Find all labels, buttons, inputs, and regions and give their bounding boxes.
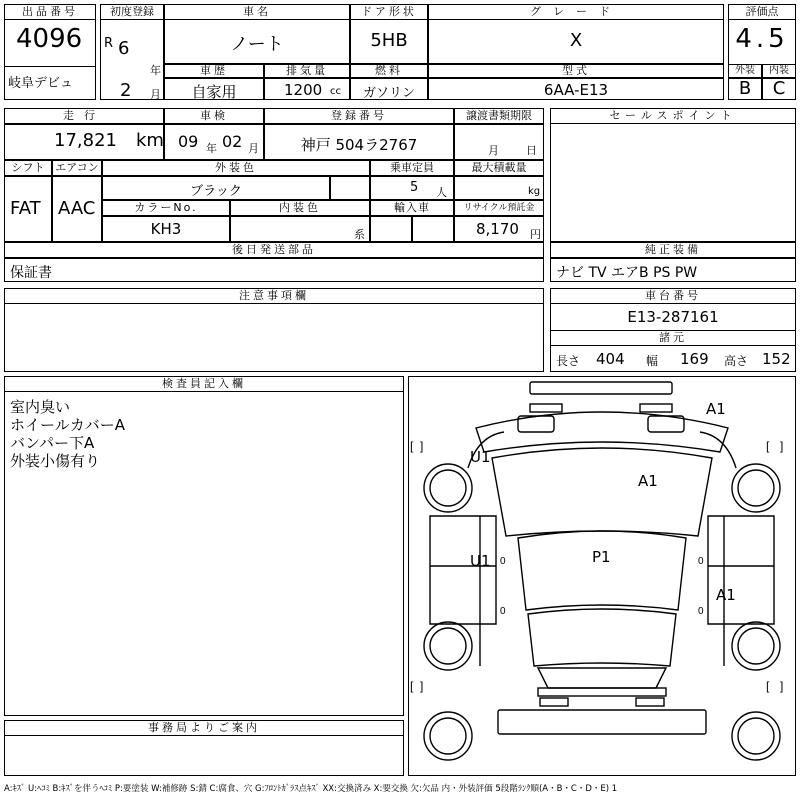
transfer-day: 日 [526, 144, 537, 157]
maxload-unit: kg [528, 186, 541, 197]
chassis-header: 車台番号 [550, 288, 796, 304]
insp-year: 09 [178, 132, 199, 151]
insp-month-unit: 月 [248, 142, 259, 155]
hgt-label: 高さ [724, 354, 749, 368]
inspector-header: 検査員記入欄 [4, 376, 404, 392]
insp-year-unit: 年 [206, 142, 217, 155]
mark-roof-side: A1 [638, 472, 658, 490]
later-header: 後日発送部品 [4, 242, 544, 258]
capacity-value: 5 [410, 180, 419, 195]
recycle-value: 8,170 [476, 220, 519, 238]
mark-front-left: U1 [470, 448, 491, 466]
hgt-value: 152 [762, 350, 791, 368]
reg-year: 6 [118, 38, 130, 59]
inspector-note: 外装小傷有り [10, 452, 101, 470]
insp-header: 車検 [164, 108, 264, 124]
svg-text:0: 0 [500, 556, 506, 567]
color-value: ブラック [190, 184, 242, 199]
svg-text:0: 0 [698, 606, 704, 617]
ext-header: 外装 [728, 64, 762, 78]
import-cell-b [412, 216, 454, 242]
door-value: 5HB [370, 30, 408, 51]
reg-number: 神戸 504ラ2767 [300, 136, 418, 154]
maxload-header: 最大積載量 [454, 160, 544, 176]
shift-value: FAT [10, 198, 41, 219]
grade-value: X [569, 30, 583, 51]
mileage-value: 17,821 [54, 130, 117, 151]
notes-header: 注意事項欄 [4, 288, 544, 304]
lot-header: 出品番号 [4, 4, 96, 20]
reg-month: 2 [120, 80, 132, 101]
color-header: 外装色 [102, 160, 370, 176]
intcolor-header: 内装色 [230, 200, 370, 216]
inspector-note: バンパー下A [10, 434, 95, 452]
history-value: 自家用 [191, 83, 237, 101]
equip-header: 純正装備 [550, 242, 796, 258]
specs-header: 諸元 [550, 330, 796, 346]
mileage-unit: km [136, 130, 164, 151]
svg-text:0: 0 [500, 606, 506, 617]
int-grade: C [772, 78, 786, 99]
car-name: ノート [230, 34, 284, 55]
len-label: 長さ [556, 354, 581, 368]
inspector-note: 室内臭い [10, 398, 71, 416]
aircon-header: エアコン [52, 160, 102, 176]
mark-roof: P1 [592, 548, 611, 566]
score-header: 評価点 [728, 4, 796, 20]
int-header: 内装 [762, 64, 796, 78]
svg-text:[: [ [410, 439, 414, 453]
capacity-unit: 人 [436, 186, 447, 199]
svg-text:[: [ [410, 679, 414, 693]
svg-text:]: ] [420, 439, 424, 453]
svg-text:[: [ [766, 679, 770, 693]
sales-box [550, 108, 796, 242]
reg-era: R [104, 36, 114, 51]
debut-label: 岐阜デビュ [8, 76, 74, 91]
import-cell-a [370, 216, 412, 242]
reg-month-unit: 月 [150, 88, 161, 101]
len-value: 404 [596, 350, 625, 368]
door-header: ドア形状 [350, 4, 428, 20]
legend-text: A:ｷｽﾞ U:ﾍｺﾐ B:ｷｽﾞを伴うﾍｺﾐ P:要塗装 W:補修跡 S:錆 C:腐食、穴 G:ﾌﾛﾝﾄｶﾞﾗｽ点ｷｽﾞ XX:交換済み X:要交換 欠:欠品 内・外装評価 5段階ﾗﾝｸ順(A・B・C・D・E) 1 [4, 784, 618, 794]
color-extra-cell [330, 176, 370, 200]
insp-month: 02 [222, 132, 243, 151]
transfer-month: 月 [488, 144, 499, 157]
svg-text:0: 0 [698, 556, 704, 567]
later-cell [4, 258, 544, 282]
svg-text:[: [ [766, 439, 770, 453]
lot-number: 4096 [16, 24, 83, 54]
equip-value: ナビ TV エアB PS PW [556, 265, 698, 281]
svg-text:]: ] [420, 679, 424, 693]
chassis-value: E13-287161 [627, 308, 719, 326]
score-value: 4.5 [735, 24, 789, 54]
recycle-header: リサイクル預託金 [454, 200, 544, 216]
ext-grade: B [738, 78, 752, 99]
history-header: 車歴 [164, 64, 264, 78]
reg-year-unit: 年 [150, 64, 161, 77]
intcolor-unit: 系 [354, 228, 365, 241]
colorno-header: カラーNo. [102, 200, 230, 216]
import-header: 輸入車 [370, 200, 454, 216]
model-value: 6AA-E13 [543, 81, 609, 99]
intcolor-cell [230, 216, 370, 242]
wid-value: 169 [680, 350, 709, 368]
model-header: 型式 [428, 64, 724, 78]
inspector-note: ホイールカバーA [10, 416, 125, 434]
svg-text:]: ] [780, 679, 784, 693]
aircon-value: AAC [58, 198, 96, 219]
sales-header: セールスポイント [550, 108, 796, 124]
mark-top-right: A1 [706, 400, 726, 418]
transfer-header: 譲渡書類期限 [454, 108, 544, 124]
mark-left-door: U1 [470, 552, 491, 570]
wid-label: 幅 [646, 354, 659, 368]
fuel-value: ガソリン [362, 86, 415, 101]
first-reg-header: 初度登録 [100, 4, 164, 20]
svg-text:]: ] [780, 439, 784, 453]
regno-header: 登録番号 [264, 108, 454, 124]
disp-unit: cc [330, 86, 341, 97]
disp-value: 1200 [284, 81, 323, 99]
disp-header: 排気量 [264, 64, 350, 78]
colorno-value: KH3 [150, 220, 182, 238]
capacity-header: 乗車定員 [370, 160, 454, 176]
office-header: 事務局よりご案内 [4, 720, 404, 736]
grade-header: グレード [428, 4, 724, 20]
fuel-header: 燃料 [350, 64, 428, 78]
mileage-header: 走行 [4, 108, 164, 124]
later-value: 保証書 [10, 265, 52, 281]
name-header: 車名 [164, 4, 350, 20]
mark-right-door: A1 [716, 586, 736, 604]
recycle-unit: 円 [530, 228, 541, 241]
shift-header: シフト [4, 160, 52, 176]
car-diagram [408, 376, 796, 776]
